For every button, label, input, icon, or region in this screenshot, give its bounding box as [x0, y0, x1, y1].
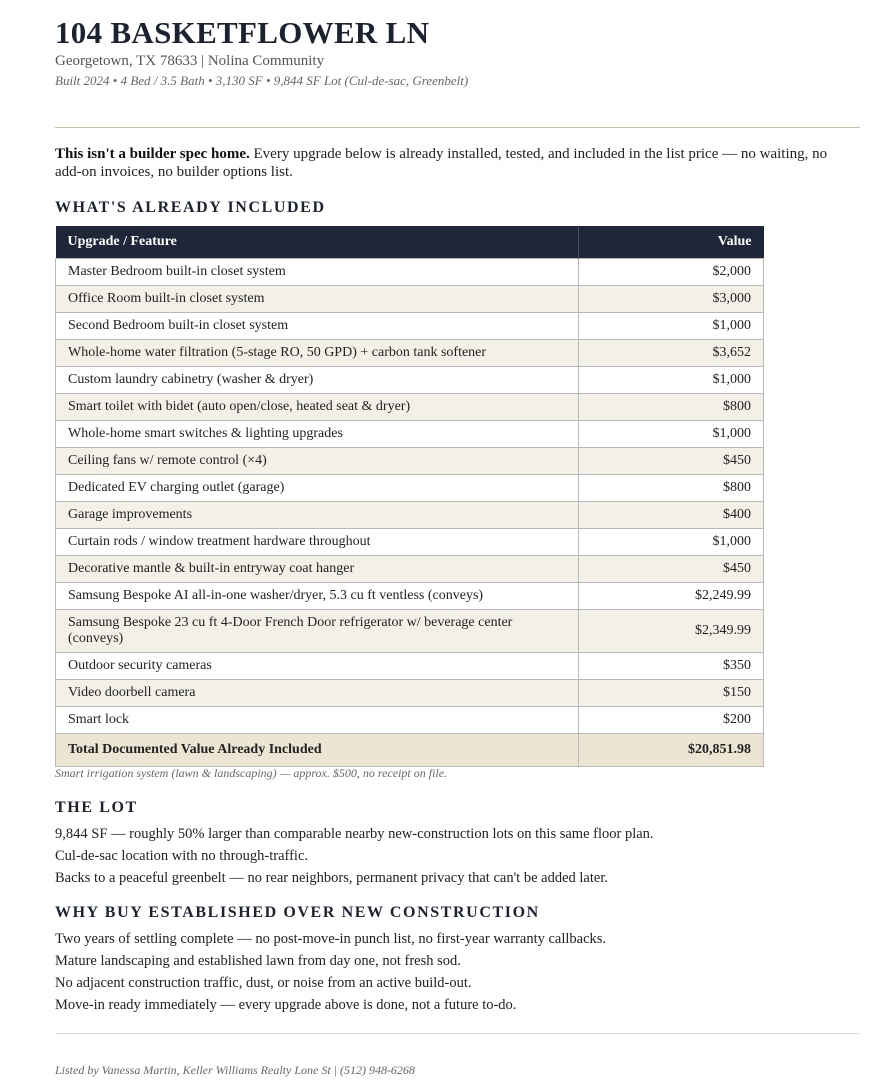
- listing-agent-footer: Listed by Vanessa Martin, Keller Williams Realty Lone St | (512) 948-6268: [55, 1063, 415, 1077]
- value-cell: $400: [579, 502, 764, 529]
- value-cell: $2,000: [579, 259, 764, 286]
- upgrades-table-body: [56, 259, 764, 767]
- upgrades-table: [55, 226, 764, 767]
- value-cell: $1,000: [579, 421, 764, 448]
- table-row: [56, 313, 764, 340]
- value-cell: $3,652: [579, 340, 764, 367]
- property-location: Georgetown, TX 78633 | Nolina Community: [55, 53, 325, 69]
- value-cell: $800: [579, 475, 764, 502]
- property-address-title: 104 BASKETFLOWER LN: [55, 15, 430, 50]
- feature-cell: Garage improvements: [56, 502, 579, 529]
- table-row: [56, 259, 764, 286]
- why-list: [55, 928, 606, 1016]
- value-cell: $800: [579, 394, 764, 421]
- table-row: [56, 529, 764, 556]
- table-row: [56, 610, 764, 653]
- irrigation-note: Smart irrigation system (lawn & landscaping) — approx. $500, no receipt on file.: [55, 766, 448, 780]
- table-row: [56, 680, 764, 707]
- feature-cell: Smart toilet with bidet (auto open/close, heated seat & dryer): [56, 394, 579, 421]
- property-details: Built 2024 • 4 Bed / 3.5 Bath • 3,130 SF • 9,844 SF Lot (Cul-de-sac, Greenbelt): [55, 73, 469, 88]
- footer-divider: [55, 1033, 860, 1034]
- value-cell: $2,349.99: [579, 610, 764, 653]
- value-cell: $1,000: [579, 529, 764, 556]
- feature-cell: Second Bedroom built-in closet system: [56, 313, 579, 340]
- feature-cell: Video doorbell camera: [56, 680, 579, 707]
- value-cell: $1,000: [579, 367, 764, 394]
- feature-cell: Master Bedroom built-in closet system: [56, 259, 579, 286]
- header-divider: [55, 127, 860, 128]
- total-value: $20,851.98: [579, 734, 764, 767]
- list-item: Cul-de-sac location with no through-traffic.: [55, 848, 309, 864]
- table-row: [56, 394, 764, 421]
- value-cell: $3,000: [579, 286, 764, 313]
- feature-cell: Whole-home smart switches & lighting upgrades: [56, 421, 579, 448]
- value-cell: $1,000: [579, 313, 764, 340]
- list-item: Backs to a peaceful greenbelt — no rear neighbors, permanent privacy that can't be added later.: [55, 870, 608, 886]
- lot-list: [55, 823, 654, 889]
- table-row: [56, 367, 764, 394]
- col-feature-header: Upgrade / Feature: [56, 226, 579, 259]
- table-row: [56, 421, 764, 448]
- table-row: [56, 707, 764, 734]
- intro-bold: This isn't a builder spec home.: [55, 146, 250, 162]
- feature-cell: Ceiling fans w/ remote control (×4): [56, 448, 579, 475]
- list-item: Move-in ready immediately — every upgrade above is done, not a future to-do.: [55, 997, 517, 1013]
- value-cell: $350: [579, 653, 764, 680]
- feature-cell: Custom laundry cabinetry (washer & dryer): [56, 367, 579, 394]
- col-value-header: Value: [579, 226, 764, 259]
- lot-heading: THE LOT: [55, 799, 138, 816]
- feature-cell: Outdoor security cameras: [56, 653, 579, 680]
- value-cell: $2,249.99: [579, 583, 764, 610]
- why-heading: WHY BUY ESTABLISHED OVER NEW CONSTRUCTION: [55, 904, 540, 921]
- list-item: Two years of settling complete — no post-move-in punch list, no first-year warranty callbacks.: [55, 931, 607, 947]
- table-row: [56, 653, 764, 680]
- feature-cell: Dedicated EV charging outlet (garage): [56, 475, 579, 502]
- included-heading: WHAT'S ALREADY INCLUDED: [55, 199, 326, 216]
- feature-cell: Whole-home water filtration (5-stage RO, 50 GPD) + carbon tank softener: [56, 340, 579, 367]
- feature-cell: Decorative mantle & built-in entryway coat hanger: [56, 556, 579, 583]
- value-cell: $450: [579, 556, 764, 583]
- value-cell: $150: [579, 680, 764, 707]
- table-row: [56, 502, 764, 529]
- feature-cell: Curtain rods / window treatment hardware throughout: [56, 529, 579, 556]
- intro-paragraph: [55, 145, 845, 181]
- table-row: [56, 286, 764, 313]
- value-cell: $200: [579, 707, 764, 734]
- feature-cell: Samsung Bespoke AI all-in-one washer/dryer, 5.3 cu ft ventless (conveys): [56, 583, 579, 610]
- table-row: [56, 448, 764, 475]
- value-cell: $450: [579, 448, 764, 475]
- total-label: Total Documented Value Already Included: [56, 734, 579, 767]
- feature-cell: Samsung Bespoke 23 cu ft 4-Door French Door refrigerator w/ beverage center (conveys): [56, 610, 579, 653]
- table-row: [56, 340, 764, 367]
- table-row: [56, 475, 764, 502]
- intro-text: Every upgrade below is already installed, tested, and included in the list price — no waiting, no add-on invoices, no builder options list.: [55, 146, 828, 180]
- feature-cell: Smart lock: [56, 707, 579, 734]
- total-row: [56, 734, 764, 767]
- list-item: No adjacent construction traffic, dust, or noise from an active build-out.: [55, 975, 472, 991]
- table-row: [56, 556, 764, 583]
- list-item: Mature landscaping and established lawn from day one, not fresh sod.: [55, 953, 461, 969]
- table-header-row: [56, 226, 764, 259]
- table-row: [56, 583, 764, 610]
- feature-cell: Office Room built-in closet system: [56, 286, 579, 313]
- list-item: 9,844 SF — roughly 50% larger than comparable nearby new-construction lots on this same floor plan.: [55, 826, 654, 842]
